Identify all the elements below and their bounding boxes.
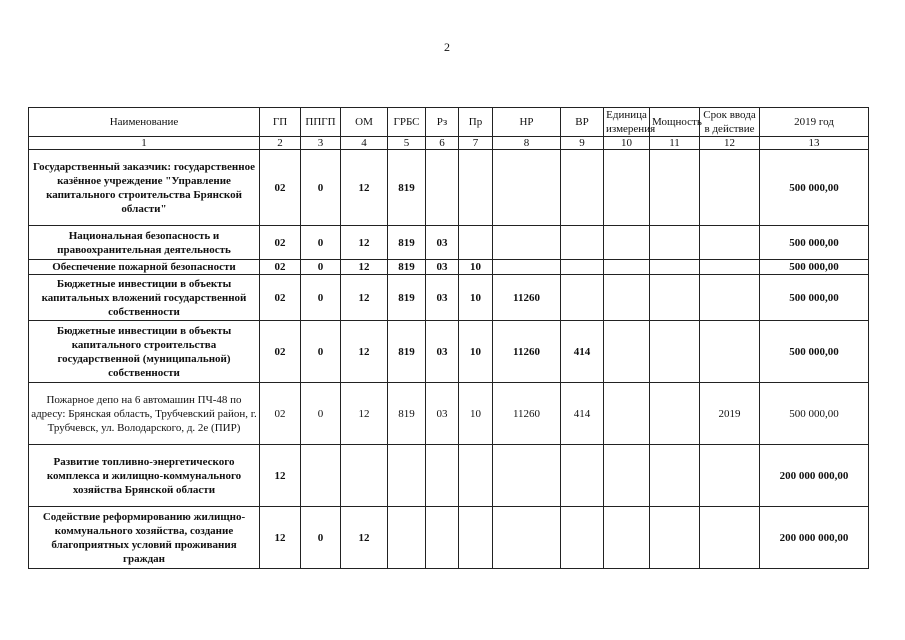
row-pr: 10 [459,275,493,321]
row-power [650,275,700,321]
row-power [650,260,700,275]
row-gp: 02 [260,321,301,383]
row-amount: 500 000,00 [760,275,869,321]
row-unit [604,150,650,226]
row-grbs [388,507,426,569]
table-row [29,445,869,507]
column-number: 11 [650,137,700,150]
table-row [29,226,869,260]
header-rz: Рз [426,108,459,137]
row-unit [604,507,650,569]
header-power: Мощность [650,108,700,137]
row-rz [426,150,459,226]
row-amount: 500 000,00 [760,260,869,275]
header-nr: НР [493,108,561,137]
row-pr [459,150,493,226]
row-pr: 10 [459,383,493,445]
row-gp: 02 [260,150,301,226]
row-power [650,507,700,569]
row-term [700,150,760,226]
row-ppgp: 0 [301,321,341,383]
row-gp: 02 [260,260,301,275]
header-gp: ГП [260,108,301,137]
row-amount: 500 000,00 [760,150,869,226]
row-vr [561,507,604,569]
row-term [700,226,760,260]
row-pr [459,226,493,260]
row-grbs: 819 [388,321,426,383]
column-number: 13 [760,137,869,150]
row-ppgp: 0 [301,507,341,569]
row-power [650,150,700,226]
table-row [29,275,869,321]
table-row [29,383,869,445]
header-term: Срок ввода в действие [700,108,760,137]
row-rz [426,445,459,507]
row-amount: 500 000,00 [760,321,869,383]
column-number: 5 [388,137,426,150]
row-gp: 12 [260,507,301,569]
row-ppgp: 0 [301,260,341,275]
row-term [700,260,760,275]
row-power [650,383,700,445]
column-number: 9 [561,137,604,150]
row-om: 12 [341,226,388,260]
row-ppgp: 0 [301,383,341,445]
row-power [650,321,700,383]
row-rz: 03 [426,260,459,275]
row-unit [604,321,650,383]
row-nr: 11260 [493,275,561,321]
column-number: 8 [493,137,561,150]
row-ppgp: 0 [301,226,341,260]
row-om: 12 [341,507,388,569]
row-ppgp [301,445,341,507]
row-ppgp: 0 [301,150,341,226]
row-unit [604,275,650,321]
row-term [700,275,760,321]
row-term [700,445,760,507]
row-unit [604,383,650,445]
row-vr [561,260,604,275]
table-body [29,150,869,569]
row-vr [561,445,604,507]
header-vr: ВР [561,108,604,137]
table-row [29,260,869,275]
row-rz: 03 [426,275,459,321]
row-rz [426,507,459,569]
row-nr [493,226,561,260]
row-gp: 02 [260,226,301,260]
row-rz: 03 [426,226,459,260]
row-term [700,507,760,569]
row-grbs: 819 [388,383,426,445]
row-pr: 10 [459,321,493,383]
row-om: 12 [341,150,388,226]
row-grbs: 819 [388,275,426,321]
row-name: Пожарное депо на 6 автомашин ПЧ-48 по адресу: Брянская область, Трубчевский район, г. Трубчевск, ул. Володарского, д. 2е (ПИР) [29,383,260,445]
row-om: 12 [341,260,388,275]
table-row [29,507,869,569]
row-grbs: 819 [388,150,426,226]
table-header-row [29,108,869,137]
row-gp: 12 [260,445,301,507]
header-om: ОМ [341,108,388,137]
row-nr [493,507,561,569]
row-unit [604,445,650,507]
header-grbs: ГРБС [388,108,426,137]
column-number: 10 [604,137,650,150]
row-amount: 200 000 000,00 [760,507,869,569]
row-pr [459,507,493,569]
column-number: 3 [301,137,341,150]
column-number: 12 [700,137,760,150]
row-vr: 414 [561,383,604,445]
row-om [341,445,388,507]
header-year: 2019 год [760,108,869,137]
table-row [29,321,869,383]
row-name: Государственный заказчик: государственное казённое учреждение "Управление капитального строительства Брянской области" [29,150,260,226]
row-grbs: 819 [388,226,426,260]
row-pr: 10 [459,260,493,275]
row-amount: 500 000,00 [760,226,869,260]
column-number: 2 [260,137,301,150]
row-gp: 02 [260,383,301,445]
row-ppgp: 0 [301,275,341,321]
row-term: 2019 [700,383,760,445]
row-grbs: 819 [388,260,426,275]
row-vr [561,226,604,260]
column-number: 4 [341,137,388,150]
page-number: 2 [444,40,450,54]
row-name: Национальная безопасность и правоохранительная деятельность [29,226,260,260]
row-vr [561,275,604,321]
row-amount: 200 000 000,00 [760,445,869,507]
header-unit: Единица измерения [604,108,650,137]
row-name: Обеспечение пожарной безопасности [29,260,260,275]
column-number: 7 [459,137,493,150]
row-om: 12 [341,321,388,383]
row-om: 12 [341,383,388,445]
row-pr [459,445,493,507]
row-name: Бюджетные инвестиции в объекты капитальных вложений государственной собственности [29,275,260,321]
header-ppgp: ППГП [301,108,341,137]
row-grbs [388,445,426,507]
row-nr [493,260,561,275]
column-number-row [29,137,869,150]
row-nr [493,445,561,507]
row-vr: 414 [561,321,604,383]
row-nr: 11260 [493,321,561,383]
row-gp: 02 [260,275,301,321]
row-name: Бюджетные инвестиции в объекты капитального строительства государственной (муниципальной) собственности [29,321,260,383]
row-vr [561,150,604,226]
row-rz: 03 [426,321,459,383]
row-name: Развитие топливно-энергетического комплекса и жилищно-коммунального хозяйства Брянской области [29,445,260,507]
header-name: Наименование [29,108,260,137]
header-pr: Пр [459,108,493,137]
row-name: Содействие реформированию жилищно-коммунального хозяйства, создание благоприятных условий проживания граждан [29,507,260,569]
row-amount: 500 000,00 [760,383,869,445]
budget-table [28,107,869,569]
row-om: 12 [341,275,388,321]
table-row [29,150,869,226]
row-nr [493,150,561,226]
row-unit [604,226,650,260]
row-rz: 03 [426,383,459,445]
row-power [650,226,700,260]
column-number: 1 [29,137,260,150]
column-number: 6 [426,137,459,150]
row-unit [604,260,650,275]
row-power [650,445,700,507]
row-term [700,321,760,383]
row-nr: 11260 [493,383,561,445]
